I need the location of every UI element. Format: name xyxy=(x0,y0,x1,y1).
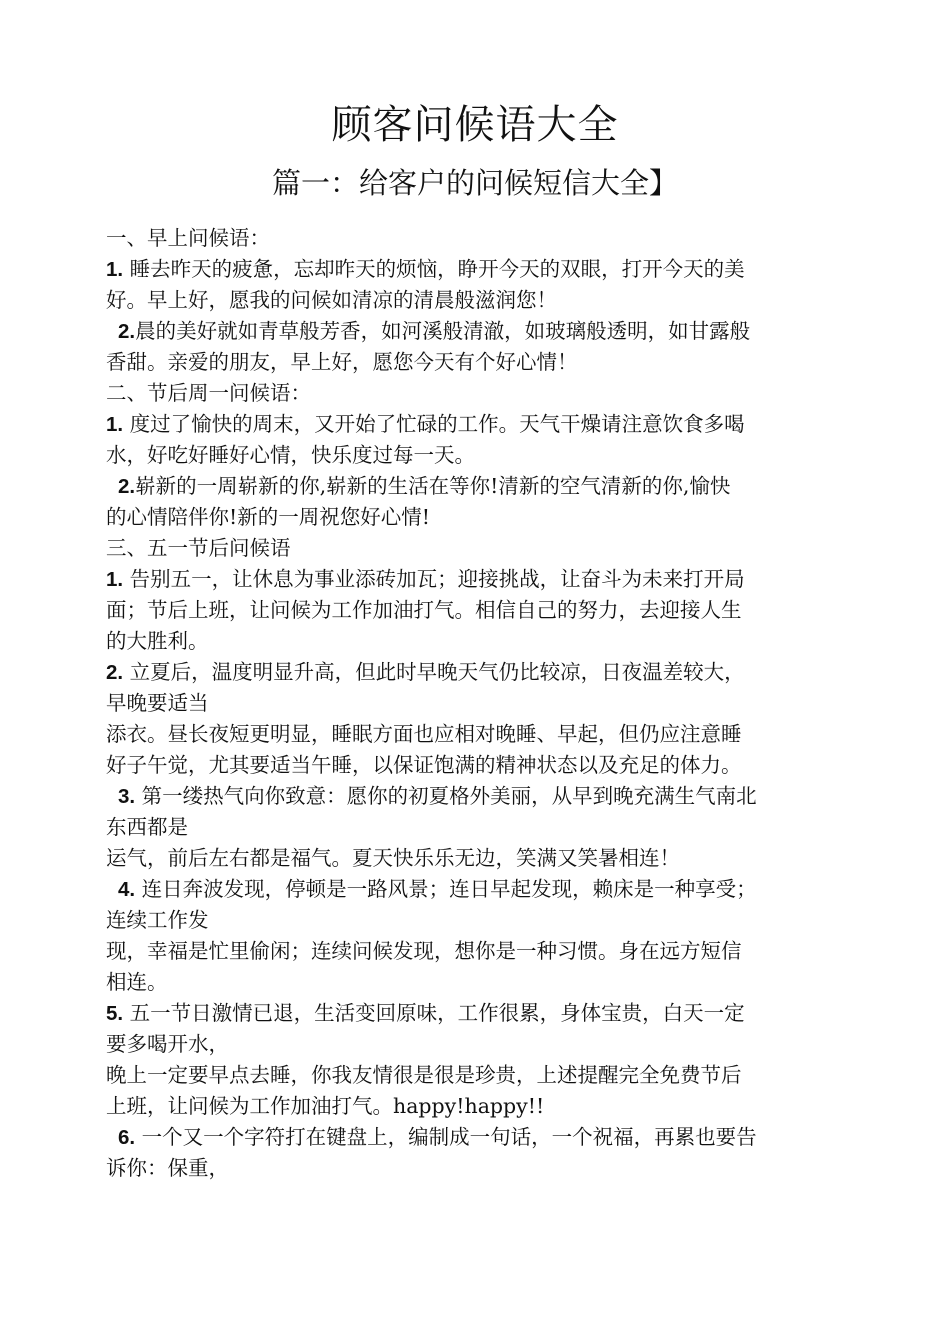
text-line xyxy=(106,595,856,626)
item-number: 4. xyxy=(118,878,136,901)
line-text: 诉你：保重， xyxy=(106,1156,229,1180)
line-text: 度过了愉快的周末，又开始了忙碌的工作。天气干燥请注意饮食多喝 xyxy=(123,412,745,436)
item-number: 6. xyxy=(118,1126,136,1149)
text-line xyxy=(106,223,856,254)
text-line xyxy=(106,1029,856,1060)
item-number: 1. xyxy=(106,413,124,436)
line-text: 一个又一个字符打在键盘上，编制成一句话，一个祝福，再累也要告 xyxy=(135,1125,757,1149)
text-line xyxy=(106,378,856,409)
line-text: 一、早上问候语： xyxy=(106,226,270,250)
text-line xyxy=(106,564,856,595)
item-number: 5. xyxy=(106,1002,124,1025)
text-line xyxy=(106,1153,856,1184)
line-text: 水，好吃好睡好心情，快乐度过每一天。 xyxy=(106,443,475,467)
item-number: 2. xyxy=(118,475,136,498)
line-text: 要多喝开水， xyxy=(106,1032,229,1056)
page-subtitle: 篇一：给客户的问候短信大全】 xyxy=(271,166,678,200)
item-number: 1. xyxy=(106,568,124,591)
line-text: 第一缕热气向你致意：愿你的初夏格外美丽，从早到晚充满生气南北 xyxy=(135,784,757,808)
line-text: 晨的美好就如青草般芳香，如河溪般清澈，如玻璃般透明，如甘露般 xyxy=(135,319,751,343)
line-text: 的大胜利。 xyxy=(106,629,209,653)
line-text: 晚上一定要早点去睡，你我友情很是很是珍贵，上述提醒完全免费节后 xyxy=(106,1063,742,1087)
text-line xyxy=(106,1060,856,1091)
line-text: 好子午觉，尤其要适当午睡，以保证饱满的精神状态以及充足的体力。 xyxy=(106,753,742,777)
page-title: 顾客问候语大全 xyxy=(331,102,619,148)
text-line xyxy=(106,657,856,688)
text-line xyxy=(106,688,856,719)
line-text: 添衣。昼长夜短更明显，睡眠方面也应相对晚睡、早起，但仍应注意睡 xyxy=(106,722,742,746)
text-line xyxy=(106,626,856,657)
item-number: 3. xyxy=(118,785,136,808)
line-text: 立夏后，温度明显升高，但此时早晚天气仍比较凉，日夜温差较大， xyxy=(123,660,745,684)
line-text: 崭新的一周崭新的你,崭新的生活在等你!清新的空气清新的你,愉快 xyxy=(135,474,731,498)
line-text: 早晚要适当 xyxy=(106,691,209,715)
line-text: 睡去昨天的疲惫，忘却昨天的烦恼，睁开今天的双眼，打开今天的美 xyxy=(123,257,745,281)
text-line xyxy=(106,440,856,471)
line-text: 现，幸福是忙里偷闲；连续问候发现，想你是一种习惯。身在远方短信 xyxy=(106,939,742,963)
line-text: 东西都是 xyxy=(106,815,188,839)
text-line xyxy=(106,502,856,533)
item-number: 2. xyxy=(106,661,124,684)
text-line xyxy=(106,719,856,750)
text-line xyxy=(106,905,856,936)
line-text: 相连。 xyxy=(106,970,168,994)
text-line xyxy=(106,471,856,502)
line-text: 上班，让问候为工作加油打气。happy!happy!! xyxy=(106,1094,545,1118)
text-line xyxy=(106,409,856,440)
line-text: 香甜。亲爱的朋友，早上好，愿您今天有个好心情！ xyxy=(106,350,578,374)
text-line xyxy=(106,843,856,874)
line-text: 连续工作发 xyxy=(106,908,209,932)
line-text: 的心情陪伴你!新的一周祝您好心情! xyxy=(106,505,430,529)
text-line xyxy=(106,998,856,1029)
text-line xyxy=(106,781,856,812)
text-line xyxy=(106,533,856,564)
document-body xyxy=(106,223,856,1184)
text-line xyxy=(106,812,856,843)
text-line xyxy=(106,967,856,998)
text-line xyxy=(106,874,856,905)
text-line xyxy=(106,316,856,347)
text-line xyxy=(106,285,856,316)
text-line xyxy=(106,936,856,967)
line-text: 三、五一节后问候语 xyxy=(106,536,291,560)
text-line xyxy=(106,347,856,378)
line-text: 运气，前后左右都是福气。夏天快乐乐无边，笑满又笑暑相连！ xyxy=(106,846,680,870)
item-number: 1. xyxy=(106,258,124,281)
line-text: 好。早上好，愿我的问候如清凉的清晨般滋润您！ xyxy=(106,288,557,312)
line-text: 二、节后周一问候语： xyxy=(106,381,311,405)
text-line xyxy=(106,254,856,285)
text-line xyxy=(106,750,856,781)
line-text: 连日奔波发现，停顿是一路风景；连日早起发现，赖床是一种享受； xyxy=(135,877,757,901)
line-text: 告别五一，让休息为事业添砖加瓦；迎接挑战，让奋斗为未来打开局 xyxy=(123,567,745,591)
text-line xyxy=(106,1122,856,1153)
item-number: 2. xyxy=(118,320,136,343)
line-text: 面；节后上班，让问候为工作加油打气。相信自己的努力，去迎接人生 xyxy=(106,598,742,622)
text-line xyxy=(106,1091,856,1122)
line-text: 五一节日激情已退，生活变回原味，工作很累，身体宝贵，白天一定 xyxy=(123,1001,745,1025)
